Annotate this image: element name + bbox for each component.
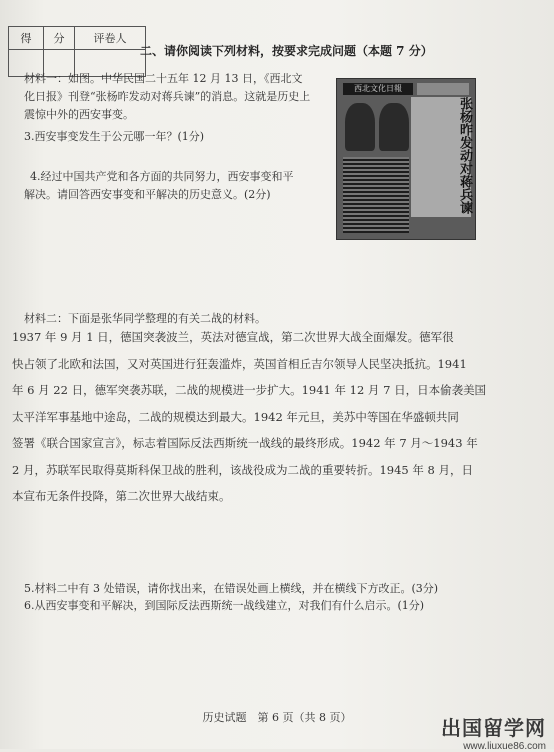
material1-line: 震惊中外的西安事变。 — [24, 108, 134, 121]
material1-line: 化日报》刊登“张杨昨发动对蒋兵谏”的消息。这就是历史上 — [24, 90, 311, 103]
question-4-line: 解决。请回答西安事变和平解决的历史意义。(2分) — [24, 188, 271, 201]
question-4-line: 4.经过中国共产党和各方面的共同努力，西安事变和平 — [30, 170, 294, 183]
material2-line: 签署《联合国家宣言》，标志着国际反法西斯统一战线的最终形成。1942 年 7 月～1943 年 — [12, 436, 478, 450]
material2-line: 太平洋军事基地中途岛，二战的规模达到最大。1942 年元旦，美苏中等国在华盛顿共同 — [12, 409, 459, 424]
newspaper-headline: 张杨昨发动对蒋兵谏 — [411, 97, 471, 217]
portrait-image — [379, 103, 409, 151]
material2-line: 快占领了北欧和法国，又对英国进行狂轰滥炸，英国首相丘吉尔领导人民坚决抵抗。1941 — [12, 356, 467, 371]
watermark-url: www.liuxue86.com — [463, 741, 546, 752]
material1-text — [24, 70, 329, 124]
question-4 — [24, 168, 334, 204]
material2-body — [12, 324, 517, 510]
newspaper-masthead: 西北文化日報 — [343, 83, 413, 95]
material2-line: 1937 年 9 月 1 日，德国突袭波兰，英法对德宣战，第二次世界大战全面爆发。德军很 — [12, 330, 454, 344]
material2-line: 本宣布无条件投降，第二次世界大战结束。 — [12, 489, 231, 503]
score-header: 得 — [9, 27, 44, 50]
section-title: 二、请你阅读下列材料，按要求完成问题（本题 7 分） — [140, 44, 433, 58]
material2-intro: 材料二：下面是张华同学整理的有关二战的材料。 — [24, 312, 266, 325]
watermark-site: 出国留学网 — [441, 716, 546, 740]
newspaper-photo — [336, 78, 476, 240]
material2-line: 年 6 月 22 日，德军突袭苏联，二战的规模进一步扩大。1941 年 12 月 7 日，日本偷袭美国 — [12, 383, 487, 397]
question-6: 6.从西安事变和平解决，到国际反法西斯统一战线建立，对我们有什么启示。(1分) — [24, 599, 425, 612]
points-header: 分 — [44, 27, 75, 50]
site-watermark — [441, 712, 546, 752]
portrait-image — [345, 103, 375, 151]
grader-header: 评卷人 — [75, 27, 146, 50]
material1-line: 材料一：如图。中华民国二十五年 12 月 13 日，《西北文 — [24, 72, 303, 85]
question-3: 3.西安事变发生于公元哪一年？(1分) — [24, 130, 205, 143]
material2-line: 2 月，苏联军民取得莫斯科保卫战的胜利，该战役成为二战的重要转折。1945 年 8 月，日 — [12, 462, 474, 477]
question-5: 5.材料二中有 3 处错误，请你找出来，在错误处画上横线，并在横线下方改正。(3分) — [24, 582, 439, 595]
page-footer: 历史试题 第 6 页（共 8 页） — [202, 711, 352, 724]
